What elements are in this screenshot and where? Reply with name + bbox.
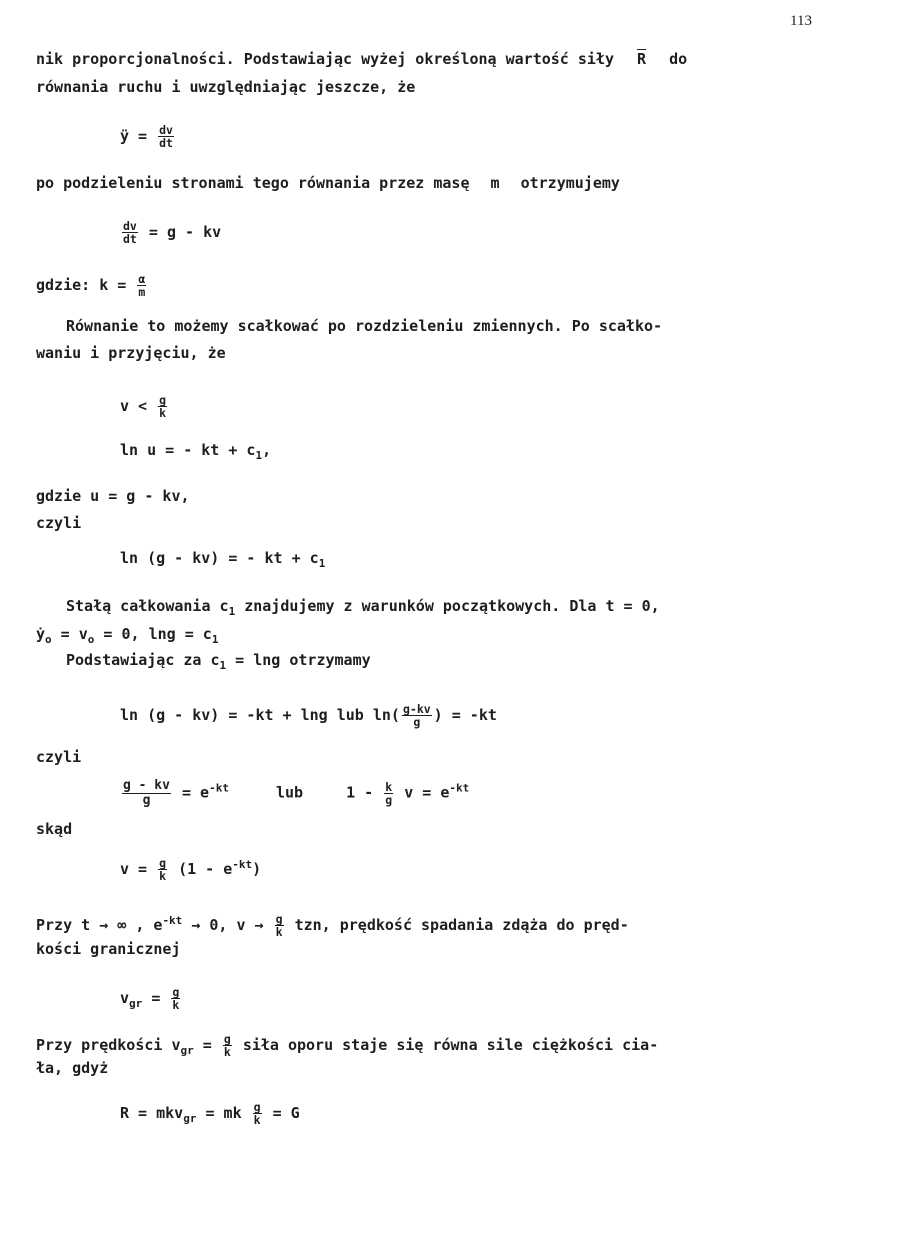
superscript: -kt: [232, 858, 253, 872]
eq-text: R = mkv: [120, 1104, 184, 1123]
eq-text: (1 - e: [178, 860, 233, 879]
equation-8: [120, 703, 497, 728]
equation-11: [120, 986, 182, 1011]
eq-main: ln u = - kt + c: [120, 441, 256, 459]
eq-lhs: v <: [120, 397, 148, 416]
text: Przy t → ∞ , e: [36, 916, 163, 935]
eq-text: = G: [272, 1104, 300, 1123]
numerator: g-kv: [402, 702, 431, 716]
fraction: [171, 986, 180, 1011]
paragraph-2: [36, 176, 620, 191]
fraction: [158, 394, 167, 419]
fraction: [253, 1101, 262, 1126]
equation-2: [120, 220, 221, 245]
numerator: g: [159, 856, 167, 870]
equation-9: [120, 779, 469, 807]
fraction: [122, 220, 138, 245]
equation-4: [120, 394, 169, 419]
text: otrzymujemy: [520, 174, 620, 192]
denominator: k: [159, 869, 167, 884]
paragraph-6-line-1: [36, 913, 629, 938]
subscript: 1: [211, 633, 219, 646]
text: do: [669, 50, 688, 68]
eq-text: v: [120, 989, 130, 1008]
fraction: [223, 1033, 232, 1058]
denominator: k: [253, 1113, 261, 1128]
subscript: o: [87, 633, 95, 646]
text: znajdujemy z warunków początkowych. Dla t = 0,: [235, 597, 660, 615]
paragraph-3-line-2: waniu i przyjęciu, że: [36, 344, 226, 362]
text: =: [193, 1036, 212, 1055]
subscript: 1: [318, 557, 326, 570]
equation-1: [120, 124, 176, 149]
subscript: gr: [183, 1112, 197, 1126]
equation-6: gdzie u = g - kv,: [36, 487, 190, 505]
paragraph-4-line-1: [66, 597, 660, 618]
eq-text: lub: [276, 783, 304, 802]
equation-3: [36, 273, 148, 298]
subscript: o: [45, 633, 52, 646]
text: Stałą całkowania c: [66, 597, 229, 615]
denominator: g: [413, 715, 421, 730]
text: = v: [51, 625, 88, 643]
text: = 0, lng = c: [94, 625, 212, 643]
denominator: k: [159, 406, 167, 421]
fraction: [137, 273, 146, 298]
denominator: k: [275, 925, 283, 940]
denominator: dt: [159, 136, 173, 151]
eq-text: = mk: [205, 1104, 242, 1123]
text: nik proporcjonalności. Podstawiając wyżej określoną wartość siły: [36, 50, 614, 68]
numerator: dv: [123, 219, 137, 233]
eq-text: ln (g - kv) = -kt + lng lub ln(: [120, 706, 400, 725]
word-czyli: czyli: [36, 514, 82, 532]
eq-text: = e: [182, 783, 210, 802]
numerator: g: [275, 912, 283, 926]
fraction: [402, 703, 432, 728]
eq-text: 1 -: [346, 783, 374, 802]
subscript: 1: [255, 449, 263, 462]
text: tzn, prędkość spadania zdąża do pręd-: [294, 916, 629, 935]
word-skad: skąd: [36, 820, 73, 838]
fraction: [384, 781, 393, 806]
eq-text: v = e: [404, 783, 450, 802]
numerator: g - kv: [123, 778, 170, 793]
paragraph-7-line-2: ła, gdyż: [36, 1059, 109, 1077]
paragraph-3-line-1: Równanie to możemy scałkować po rozdzieleniu zmiennych. Po scałko-: [66, 317, 663, 335]
paragraph-5: [66, 651, 371, 672]
eq-lhs: gdzie: k =: [36, 276, 127, 295]
numerator: dv: [159, 123, 173, 137]
text: siła oporu staje się równa sile ciężkości cia-: [242, 1036, 659, 1055]
equation-12: [120, 1101, 300, 1126]
text: Podstawiając za c: [66, 651, 220, 669]
fraction: [158, 124, 174, 149]
numerator: g: [253, 1100, 261, 1114]
paragraph-4-line-2: [36, 625, 219, 646]
fraction: [158, 857, 167, 882]
numerator: g: [172, 985, 180, 999]
word-czyli: czyli: [36, 748, 82, 766]
superscript: -kt: [162, 914, 183, 928]
numerator: g: [159, 393, 167, 407]
paragraph-1-line-1: [36, 52, 687, 67]
subscript: 1: [228, 605, 236, 618]
superscript: -kt: [449, 781, 470, 795]
eq-text: =: [151, 989, 161, 1008]
paragraph-7-line-1: [36, 1033, 658, 1058]
text: → 0, v →: [182, 916, 264, 935]
numerator: k: [385, 779, 393, 794]
denominator: k: [172, 998, 180, 1013]
eq-text: v =: [120, 860, 148, 879]
numerator: g: [223, 1032, 231, 1046]
equation-7: [120, 549, 326, 570]
eq-main: ln (g - kv) = - kt + c: [120, 549, 319, 567]
subscript: 1: [219, 659, 227, 672]
fraction: [122, 779, 171, 807]
paragraph-6-line-2: kości granicznej: [36, 940, 181, 958]
page-number: 113: [790, 13, 812, 29]
paragraph-1-line-2: równania ruchu i uwzględniając jeszcze, że: [36, 78, 416, 96]
eq-text: ) = -kt: [433, 706, 497, 725]
eq-lhs: ÿ =: [120, 127, 148, 146]
eq-rhs: = g - kv: [148, 223, 222, 242]
eq-end: ,: [262, 441, 272, 459]
text: Przy prędkości v: [36, 1036, 181, 1055]
denominator: dt: [123, 232, 137, 247]
text: = lng otrzymamy: [226, 651, 371, 669]
denominator: m: [138, 285, 146, 300]
denominator: g: [142, 792, 151, 808]
text: ẏ: [36, 625, 46, 643]
text: po podzieleniu stronami tego równania przez masę: [36, 174, 470, 192]
superscript: -kt: [209, 781, 229, 795]
fraction: [275, 913, 284, 938]
mass-symbol: m: [490, 174, 500, 192]
equation-5: [120, 441, 272, 462]
denominator: g: [385, 792, 393, 807]
subscript: gr: [129, 997, 143, 1011]
eq-text: ): [252, 860, 262, 879]
denominator: k: [223, 1045, 231, 1060]
equation-10: [120, 857, 261, 882]
subscript: gr: [180, 1044, 194, 1058]
force-symbol: $\overline{R}$: [637, 50, 647, 68]
numerator: α: [138, 272, 146, 286]
